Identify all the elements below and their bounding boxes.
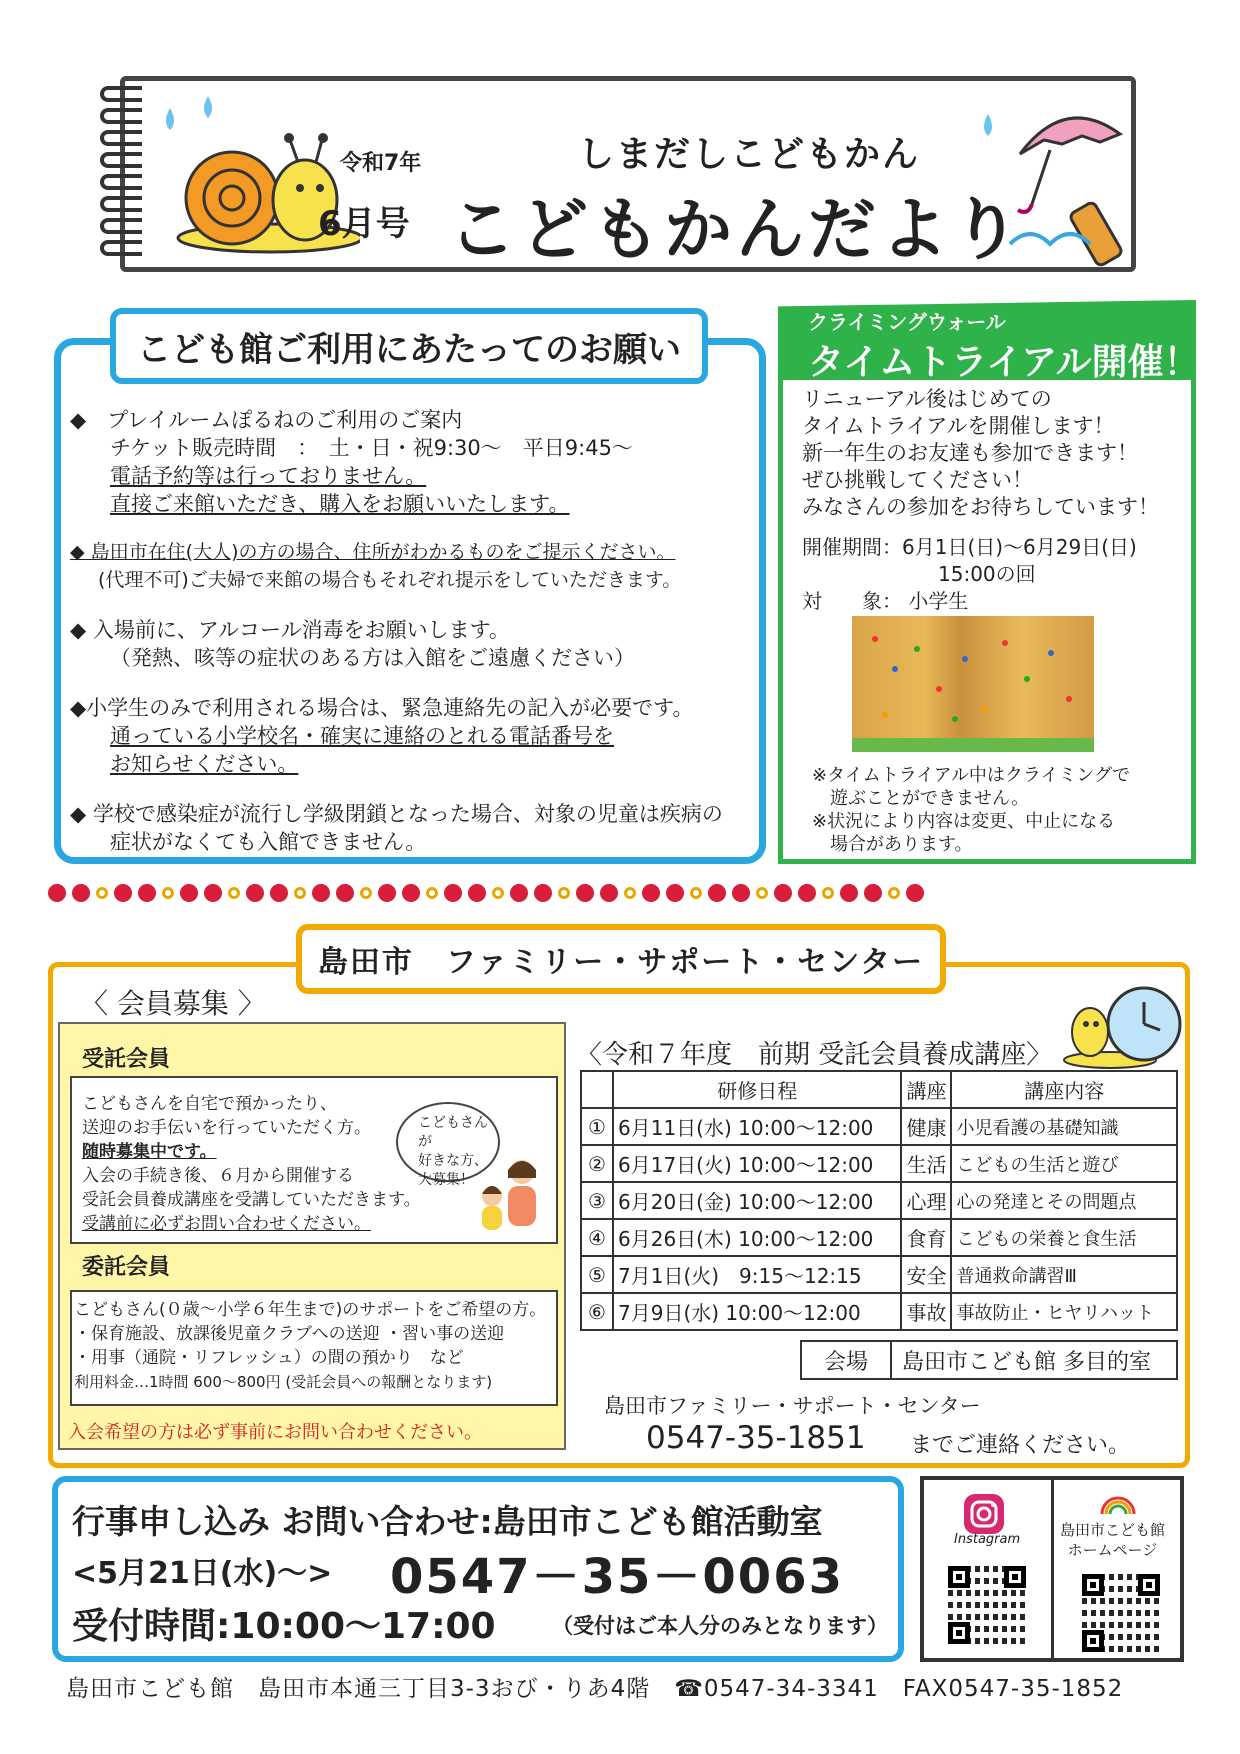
table-cell: ④ [581, 1219, 613, 1256]
cherry-icon [534, 884, 552, 902]
table-row [581, 1293, 1177, 1330]
flower-icon [822, 887, 834, 899]
cherry-icon [444, 884, 462, 902]
homepage-label: 島田市こども館 ホームページ [1060, 1521, 1166, 1559]
flower-icon [624, 887, 636, 899]
notice-item-2: ◆ 島田市在住(大人)の方の場合、住所がわかるものをご提示ください。 (代理不可)ご夫婦で来館の場合もそれぞれ提示をしていただきます。 [70, 541, 682, 591]
table-cell: ⑤ [581, 1256, 613, 1293]
notice-title-box [110, 308, 708, 384]
flower-icon [492, 887, 504, 899]
flower-icon [96, 887, 108, 899]
venue-box [800, 1340, 1178, 1380]
table-cell: 事故防止・ヒヤリハット [951, 1293, 1177, 1330]
cherry-icon [138, 884, 156, 902]
family-title: 島田市 ファミリー・サポート・センター [317, 945, 925, 980]
cherry-icon [336, 884, 354, 902]
table-cell: 安全 [901, 1256, 951, 1293]
center-tel-suffix: までご連絡ください。 [910, 1433, 1131, 1458]
climbing-wall-floor [852, 738, 1094, 752]
instagram-label: Instagram [954, 1532, 1021, 1547]
table-cell: 6月17日(火) 10:00～12:00 [613, 1145, 901, 1182]
notice-item-1: ◆ プレイルームぽるねのご利用のご案内 チケット販売時間 ： 土・日・祝9:30～ 平日9:45～ 電話予約等は行っておりません。 直接ご来館いただき、購入をお願いいたします。 [70, 408, 633, 516]
parent-child-icon [470, 1154, 550, 1234]
flower-icon [426, 887, 438, 899]
receive-member-text: こどもさんを自宅で預かったり、 送迎のお手伝いを行っていただく方。 随時募集中です。 入会の手続き後、６月から開催する 受託会員養成講座を受講していただきます。 受講前に必ずお問い合わせください。 [82, 1094, 421, 1234]
footer-address: 島田市こども館 島田市本通三丁目3-3おび・りあ4階 ☎0547-34-3341 FAX0547-35-1852 [66, 1676, 1124, 1702]
flower-icon [360, 887, 372, 899]
table-header-row [581, 1071, 1177, 1108]
cherry-icon [642, 884, 660, 902]
table-cell: こどもの生活と遊び [951, 1145, 1177, 1182]
center-tel: 0547-35-1851 [646, 1420, 866, 1456]
center-name: 島田市ファミリー・サポート・センター [604, 1394, 981, 1418]
cherry-icon [204, 884, 222, 902]
venue-name: 島田市こども館 多目的室 [902, 1349, 1151, 1375]
flower-icon [888, 887, 900, 899]
climbing-title: タイムトライアル開催！ [808, 342, 1200, 383]
venue-label: 会場 [802, 1342, 892, 1378]
cherry-icon [114, 884, 132, 902]
homepage-qr-cell[interactable] [1054, 1480, 1181, 1658]
issue-month: 6月号 [318, 204, 410, 244]
cherry-icon [864, 884, 882, 902]
cherry-icon [378, 884, 396, 902]
rainbow-logo-icon [1098, 1490, 1138, 1516]
climbing-subtitle: クライミングウォール [808, 310, 1006, 334]
flower-icon [756, 887, 768, 899]
cherry-icon [708, 884, 726, 902]
cherry-icon [180, 884, 198, 902]
cherry-icon [666, 884, 684, 902]
table-header-cell: 講座 [901, 1071, 951, 1108]
contact-hours: 受付時間:10:00～17:00 [72, 1606, 496, 1647]
contact-start-date: <5月21日(水)～> [72, 1556, 333, 1591]
table-cell: 6月11日(水) 10:00～12:00 [613, 1108, 901, 1145]
entrust-member-label: 委託会員 [82, 1255, 171, 1280]
cherry-icon [732, 884, 750, 902]
cherry-icon [774, 884, 792, 902]
climbing-body: リニューアル後はじめての タイムトライアルを開催します！ 新一年生のお友達も参加できます！ ぜひ挑戦してください！ みなさんの参加をお待ちしています！ [802, 387, 1159, 519]
umbrella-icon [980, 94, 1166, 270]
clock-snail-icon [1060, 980, 1184, 1072]
table-row [581, 1108, 1177, 1145]
cherry-icon [840, 884, 858, 902]
climbing-notes: ※タイムトライアル中はクライミングで 遊ぶことができません。 ※状況により内容は変更、中止になる 場合があります。 [812, 765, 1131, 855]
table-cell: ① [581, 1108, 613, 1145]
table-cell: 健康 [901, 1108, 951, 1145]
cherry-icon [510, 884, 528, 902]
cherry-icon [600, 884, 618, 902]
table-header-cell: 講座内容 [951, 1071, 1177, 1108]
speech-bubble: こどもさんが 好きな方、 大募集！ [396, 1102, 500, 1182]
table-cell: ③ [581, 1182, 613, 1219]
course-schedule-table [580, 1070, 1178, 1331]
flower-icon [162, 887, 174, 899]
cherry-icon [798, 884, 816, 902]
cherry-icon [468, 884, 486, 902]
table-cell: 7月1日(火) 9:15～12:15 [613, 1256, 901, 1293]
table-cell: ② [581, 1145, 613, 1182]
climbing-time: 15:00の回 [938, 562, 1036, 586]
notice-item-4: ◆小学生のみで利用される場合は、緊急連絡先の記入が必要です。 通っている小学校名・確実に連絡のとれる電話番号を お知らせください。 [70, 696, 694, 776]
table-header-cell [581, 1071, 613, 1108]
table-cell: 心の発達とその問題点 [951, 1182, 1177, 1219]
notice-item-3: ◆ 入場前に、アルコール消毒をお願いします。 （発熱、咳等の症状のある方は入館をご遠慮ください） [70, 618, 635, 670]
flower-icon [228, 887, 240, 899]
climbing-period: 開催期間：6月1日(日)～6月29日(日) [802, 535, 1137, 559]
instagram-icon [962, 1492, 1006, 1536]
table-cell: 小児看護の基礎知識 [951, 1108, 1177, 1145]
family-title-box [296, 924, 946, 994]
red-note: 入会希望の方は必ず事前にお問い合わせください。 [68, 1422, 482, 1443]
table-cell: 生活 [901, 1145, 951, 1182]
receive-member-label: 受託会員 [82, 1047, 171, 1072]
table-row [581, 1145, 1177, 1182]
cherry-icon [72, 884, 90, 902]
table-header-cell: 研修日程 [613, 1071, 901, 1108]
member-recruit-label: 〈 会員募集 〉 [80, 987, 266, 1020]
table-row [581, 1182, 1177, 1219]
cherry-icon [246, 884, 264, 902]
newsletter-title: こどもかんだより [448, 191, 1025, 270]
flower-icon [558, 887, 570, 899]
table-cell: 7月9日(水) 10:00～12:00 [613, 1293, 901, 1330]
notice-item-5: ◆ 学校で感染症が流行し学級閉鎖となった場合、対象の児童は疾病の 症状がなくても入館できません。 [70, 802, 723, 854]
notice-title: こども館ご利用にあたってのお願い [137, 329, 681, 370]
table-cell: ⑥ [581, 1293, 613, 1330]
cherry-icon [906, 884, 924, 902]
climbing-wall-photo [852, 616, 1094, 752]
table-cell: こどもの栄養と食生活 [951, 1219, 1177, 1256]
newsletter-subtitle: しまだしこどもかん [578, 134, 921, 175]
cherry-icon [312, 884, 330, 902]
entrust-member-text: こどもさん(０歳～小学６年生まで)のサポートをご希望の方。 ・保育施設、放課後児童クラブへの送迎 ・習い事の送迎 ・用事（通院・リフレッシュ）の間の預かり など 利用料金…1時間 600～800円 (受託会員への報酬となります) [74, 1300, 547, 1391]
table-cell: 心理 [901, 1182, 951, 1219]
climbing-target: 対 象： 小学生 [802, 589, 969, 613]
cherry-icon [402, 884, 420, 902]
table-cell: 事故 [901, 1293, 951, 1330]
contact-note: （受付はご本人分のみとなります） [552, 1614, 888, 1638]
cherry-divider [48, 878, 1194, 908]
course-title: 〈令和７年度 前期 受託会員養成講座〉 [576, 1040, 1053, 1070]
contact-heading: 行事申し込み お問い合わせ:島田市こども館活動室 [72, 1502, 823, 1541]
flower-icon [294, 887, 306, 899]
table-cell: 6月26日(木) 10:00～12:00 [613, 1219, 901, 1256]
table-cell: 食育 [901, 1219, 951, 1256]
flower-icon [690, 887, 702, 899]
cherry-icon [48, 884, 66, 902]
notebook-rings [100, 86, 150, 266]
cherry-icon [576, 884, 594, 902]
table-row [581, 1219, 1177, 1256]
table-row [581, 1256, 1177, 1293]
contact-tel: 0547－35－0063 [390, 1549, 844, 1605]
instagram-qr-cell[interactable] [924, 1480, 1054, 1658]
cherry-icon [270, 884, 288, 902]
qr-panel [920, 1476, 1184, 1662]
table-cell: 6月20日(金) 10:00～12:00 [613, 1182, 901, 1219]
era-label: 令和7年 [340, 151, 422, 176]
table-cell: 普通救命講習Ⅲ [951, 1256, 1177, 1293]
